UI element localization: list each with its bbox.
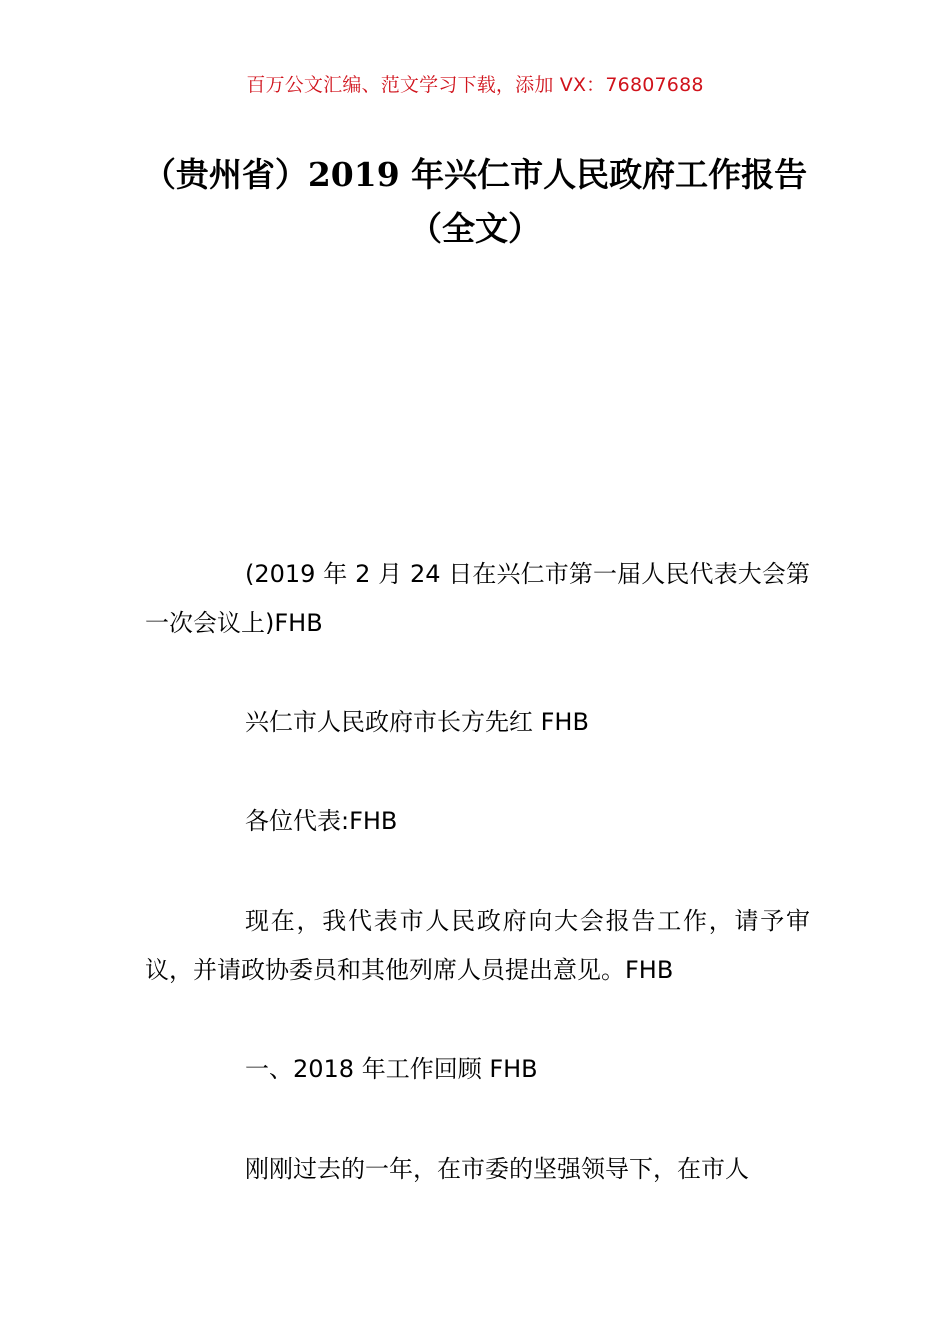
document-title: （贵州省）2019 年兴仁市人民政府工作报告（全文）: [142, 155, 808, 248]
paragraph-review-start: 刚刚过去的一年，在市委的坚强领导下，在市人: [245, 1155, 749, 1183]
paragraph-salutation: 各位代表:FHB: [245, 807, 398, 835]
paragraph-intro: 现在，我代表市人民政府向大会报告工作，请予审议，并请政协委员和其他列席人员提出意见。FHB: [145, 907, 810, 984]
paragraph-speaker: 兴仁市人民政府市长方先红 FHB: [245, 708, 589, 736]
watermark-header: 百万公文汇编、范文学习下载，添加 VX：76807688: [246, 74, 704, 96]
paragraph-meeting-info: (2019 年 2 月 24 日在兴仁市第一届人民代表大会第一次会议上)FHB: [145, 560, 810, 637]
section-heading-review: 一、2018 年工作回顾 FHB: [245, 1055, 538, 1083]
